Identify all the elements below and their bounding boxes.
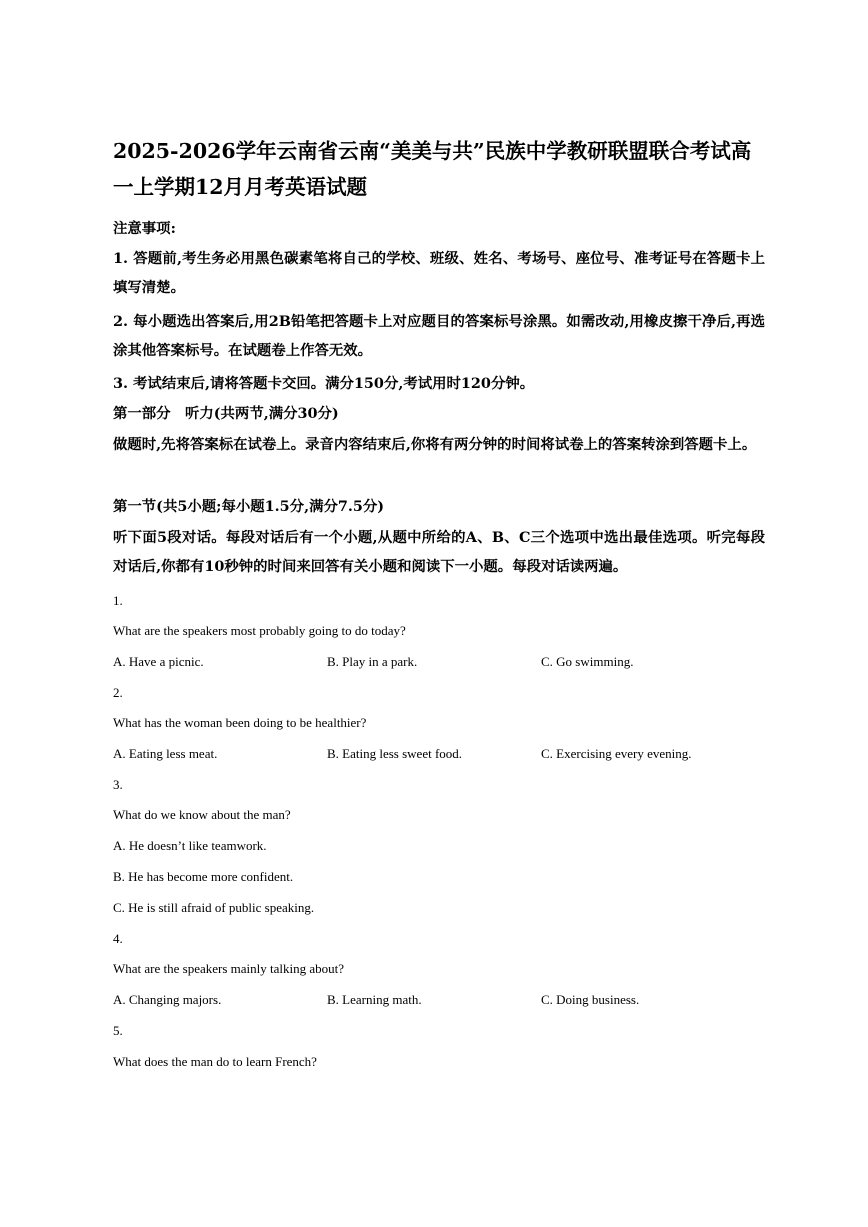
question-4-option-b: B. Learning math.: [327, 992, 422, 1007]
section1-instruction: 听下面5段对话。每段对话后有一个小题,从题中所给的A、B、C三个选项中选出最佳选项。听完每段对话后,你都有10秒钟的时间来回答有关小题和阅读下一小题。每段对话读两遍。: [113, 529, 765, 575]
question-3-option-b: B. He has become more confident.: [113, 869, 294, 884]
notice-item-2: 2. 每小题选出答案后,用2B铅笔把答题卡上对应题目的答案标号涂黑。如需改动,用橡皮擦干净后,再选涂其他答案标号。在试题卷上作答无效。: [113, 313, 765, 359]
question-2-text: What has the woman been doing to be healthier?: [113, 715, 367, 730]
question-4-option-a: A. Changing majors.: [113, 992, 222, 1007]
question-5-text: What does the man do to learn French?: [113, 1054, 317, 1069]
question-4-number: 4.: [113, 931, 123, 946]
question-4-option-c: C. Doing business.: [541, 992, 640, 1007]
question-3-number: 3.: [113, 777, 123, 792]
question-3-text: What do we know about the man?: [113, 807, 291, 822]
question-4-text: What are the speakers mainly talking about?: [113, 961, 345, 976]
question-3-option-c: C. He is still afraid of public speaking.: [113, 900, 315, 915]
question-1-option-b: B. Play in a park.: [327, 654, 418, 669]
question-2-option-a: A. Eating less meat.: [113, 746, 218, 761]
exam-title: [113, 133, 773, 205]
question-1-option-c: C. Go swimming.: [541, 654, 634, 669]
question-2-option-b: B. Eating less sweet food.: [327, 746, 463, 761]
question-1-number: 1.: [113, 593, 123, 608]
part1-instruction: 做题时,先将答案标在试卷上。录音内容结束后,你将有两分钟的时间将试卷上的答案转涂到答题卡上。: [113, 436, 757, 453]
question-5-number: 5.: [113, 1023, 123, 1038]
notice-item-3: 3. 考试结束后,请将答题卡交回。满分150分,考试用时120分钟。: [113, 375, 535, 392]
question-3-option-a: A. He doesn’t like teamwork.: [113, 838, 267, 853]
notice-heading: 注意事项:: [113, 220, 176, 237]
question-1-text: What are the speakers most probably going to do today?: [113, 623, 406, 638]
exam-title-line-1: 2025-2026学年云南省云南“美美与共”民族中学教研联盟联合考试高: [113, 139, 752, 163]
exam-title-line-2: 一上学期12月月考英语试题: [113, 175, 368, 199]
notice-item-1: 1. 答题前,考生务必用黑色碳素笔将自己的学校、班级、姓名、考场号、座位号、准考证号在答题卡上填写清楚。: [113, 250, 765, 296]
question-2-option-c: C. Exercising every evening.: [541, 746, 692, 761]
question-2-number: 2.: [113, 685, 123, 700]
question-1-option-a: A. Have a picnic.: [113, 654, 204, 669]
section1-heading: 第一节(共5小题;每小题1.5分,满分7.5分): [113, 498, 385, 515]
part1-heading: 第一部分 听力(共两节,满分30分): [113, 405, 339, 422]
